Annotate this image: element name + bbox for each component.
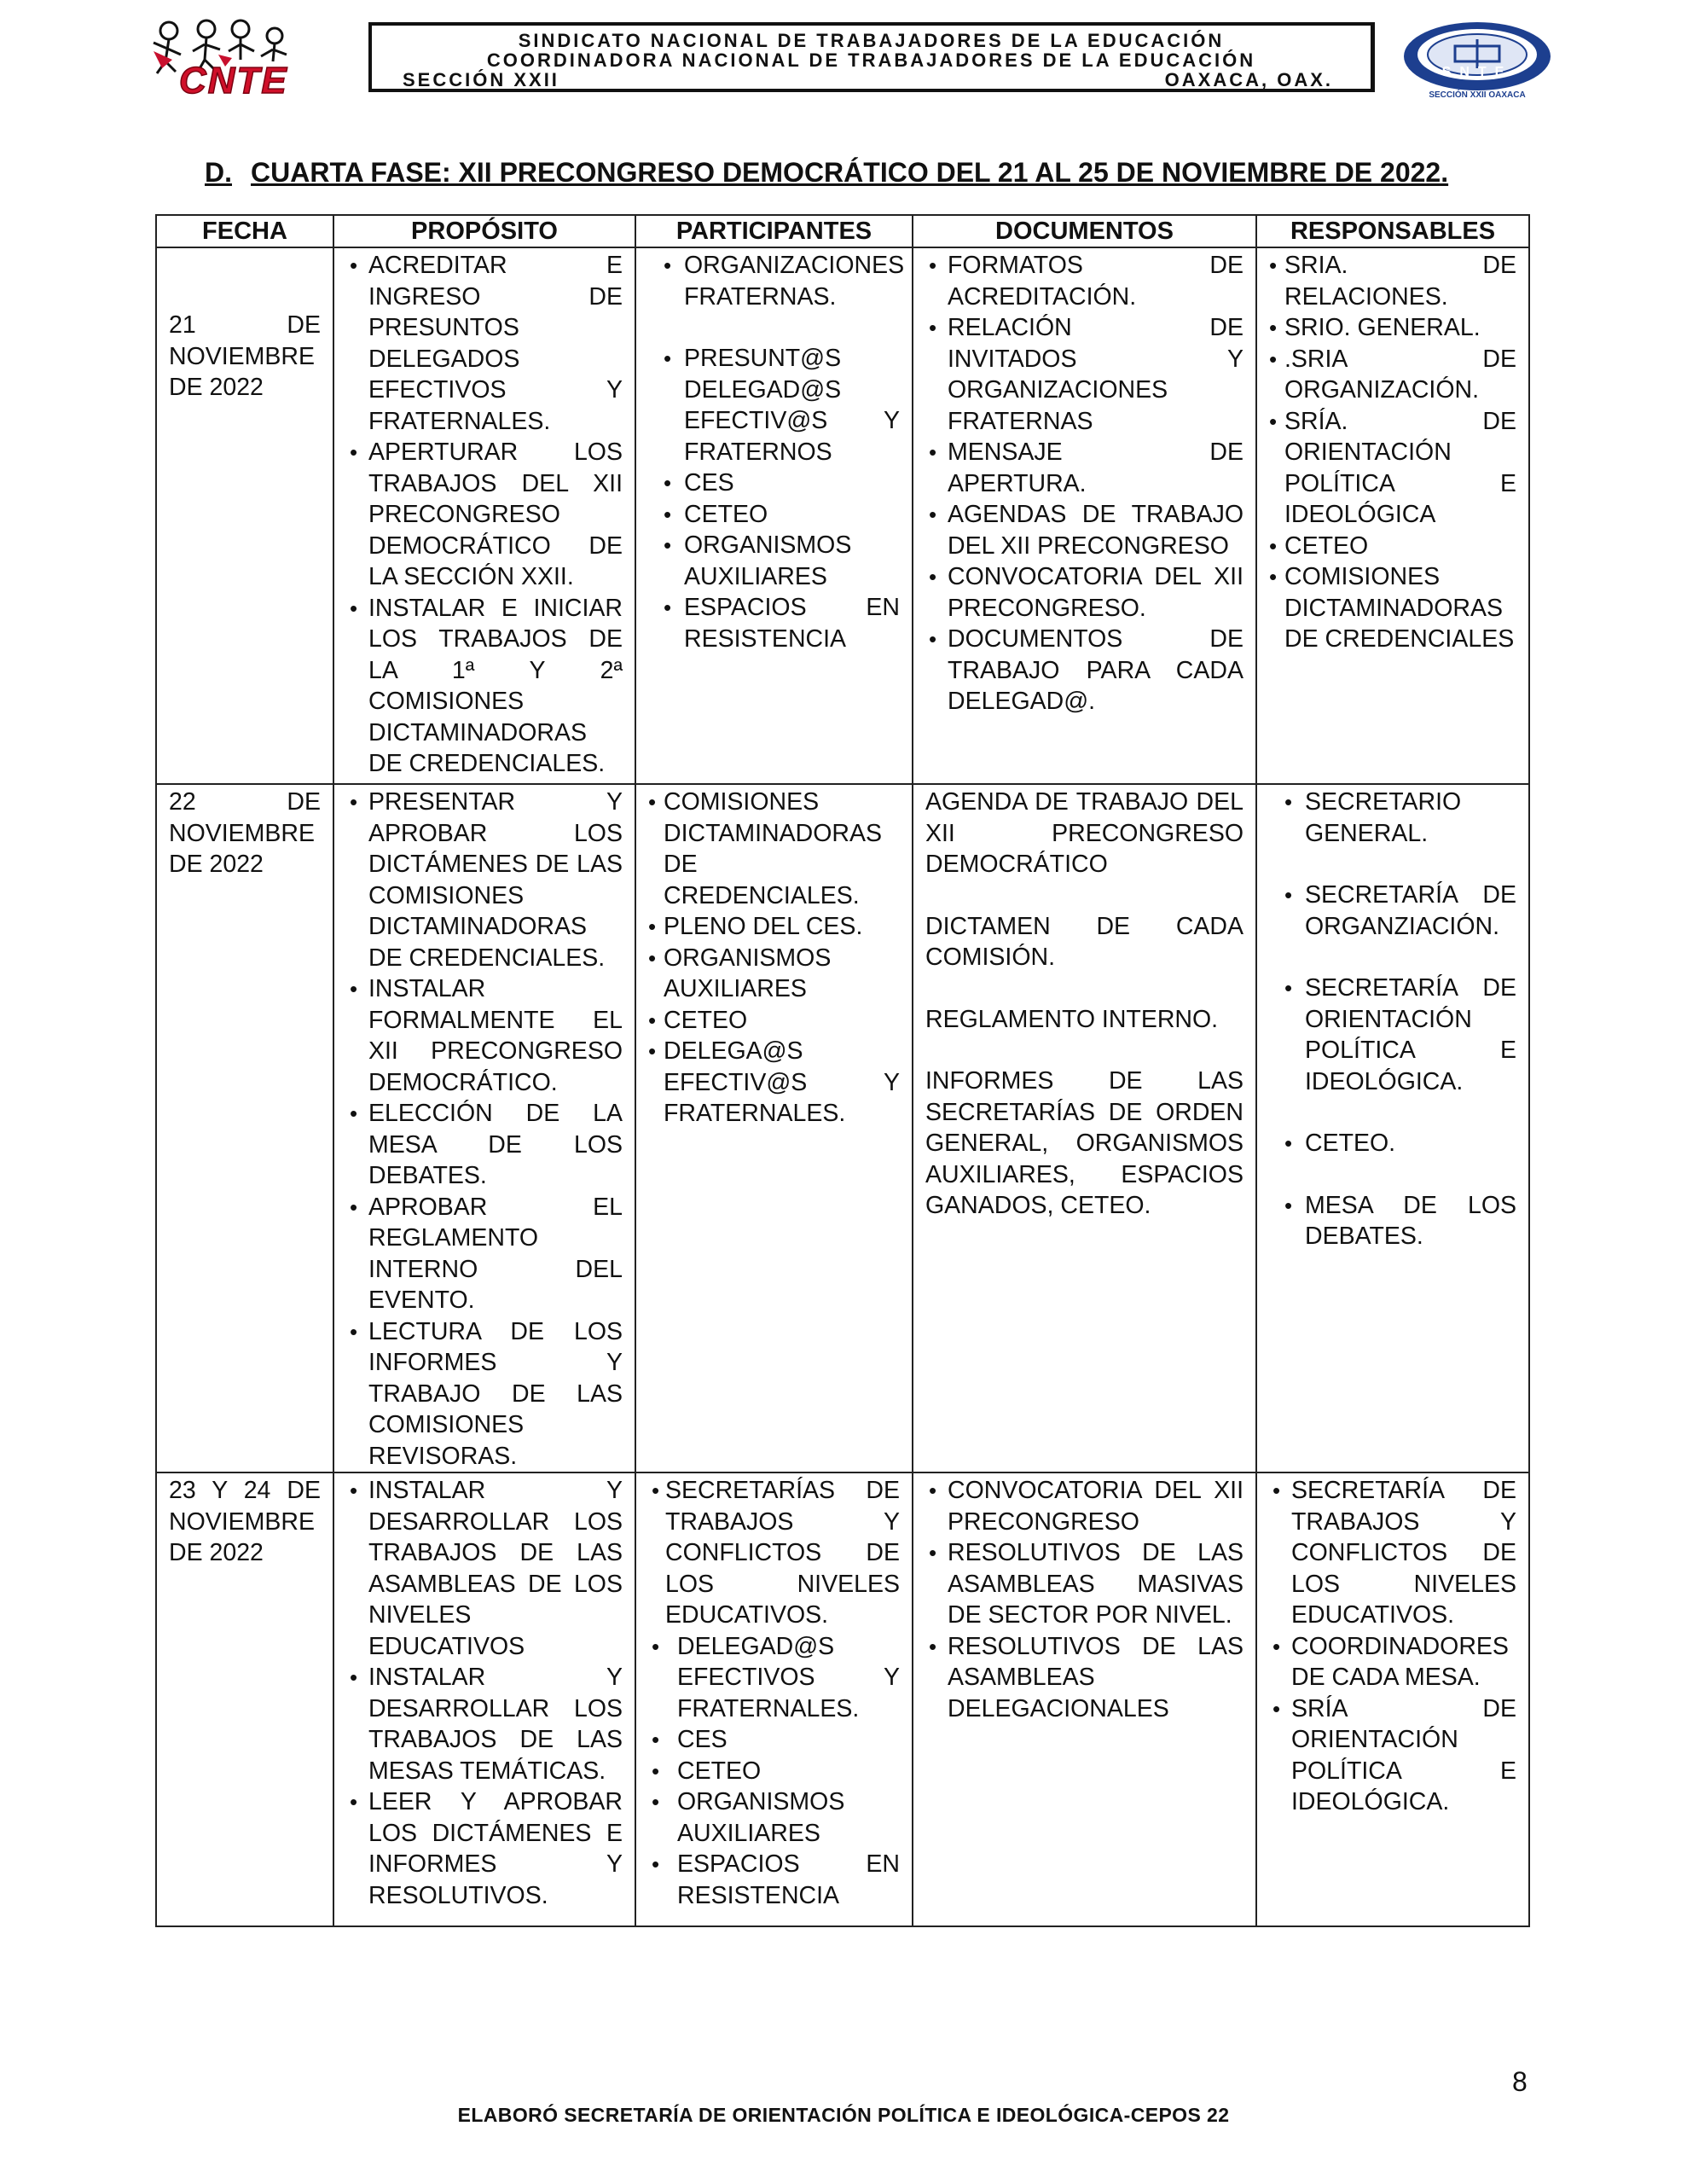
column-header-participantes: PARTICIPANTES (635, 215, 913, 247)
list-item: • PRESENTAR Y APROBAR LOS DICTÁMENES DE LAS COMISIONES DICTAMINADORAS DE CREDENCIALES. (346, 787, 623, 973)
list-item: • COMISIONES DICTAMINADORAS DE CREDENCIALES. (648, 787, 900, 911)
participantes-cell (635, 784, 913, 1472)
list-item: • RESOLUTIVOS DE LAS ASAMBLEAS MASIVAS DE SECTOR POR NIVEL. (925, 1537, 1244, 1631)
list-item: • ESPACIOS EN RESISTENCIA (648, 592, 900, 654)
list-item: • INSTALAR E INICIAR LOS TRABAJOS DE LA 1ª Y 2ª COMISIONES DICTAMINADORAS DE CREDENCIALES. (346, 593, 623, 780)
list-item: • SECRETARÍA DE ORIENTACIÓN POLÍTICA E IDEOLÓGICA. (1269, 973, 1516, 1097)
participantes-cell (635, 247, 913, 784)
list-item: • CONVOCATORIA DEL XII PRECONGRESO. (925, 561, 1244, 624)
table-row (156, 1472, 1529, 1926)
list-item: • CES (648, 1724, 900, 1756)
list-item: • CES (648, 468, 900, 499)
list-item: • ACREDITAR E INGRESO DE PRESUNTOS DELEGADOS EFECTIVOS Y FRATERNALES. (346, 250, 623, 437)
date-text: 23 Y 24 DE NOVIEMBRE DE 2022 (169, 1477, 321, 1566)
section-title: CUARTA FASE: XII PRECONGRESO DEMOCRÁTICO DEL 21 AL 25 DE NOVIEMBRE DE 2022. (251, 157, 1449, 188)
snte-logo-caption: SECCIÓN XXII OAXACA (1429, 90, 1526, 100)
list-item: • COMISIONES DICTAMINADORAS DE CREDENCIALES (1269, 561, 1516, 655)
page-number: 8 (1512, 2066, 1528, 2097)
documentos-cell (913, 1472, 1256, 1926)
section-letter: D. (205, 157, 232, 188)
list-item: • APROBAR EL REGLAMENTO INTERNO DEL EVENTO. (346, 1192, 623, 1316)
footer-credit: ELABORÓ SECRETARÍA DE ORIENTACIÓN POLÍTICA E IDEOLÓGICA-CEPOS 22 (457, 2104, 1230, 2126)
header-line-3 (372, 70, 1371, 90)
list-item: • ESPACIOS EN RESISTENCIA (648, 1849, 900, 1911)
list-item: • DOCUMENTOS DE TRABAJO PARA CADA DELEGAD@. (925, 624, 1244, 717)
responsables-cell (1256, 247, 1529, 784)
list-item: • ELECCIÓN DE LA MESA DE LOS DEBATES. (346, 1098, 623, 1192)
list-item: • SECRETARIO GENERAL. (1269, 787, 1516, 849)
list-item: • INSTALAR FORMALMENTE EL XII PRECONGRESO DEMOCRÁTICO. (346, 973, 623, 1098)
cnte-logo-text: CNTE (179, 60, 288, 102)
schedule-table (155, 214, 1530, 1927)
table-header-row (156, 215, 1529, 247)
column-header-proposito: PROPÓSITO (333, 215, 635, 247)
list-item: • LECTURA DE LOS INFORMES Y TRABAJO DE LAS COMISIONES REVISORAS. (346, 1316, 623, 1472)
list-item: • CETEO (648, 499, 900, 531)
section-heading (205, 157, 1448, 189)
list-item: • MESA DE LOS DEBATES. (1269, 1190, 1516, 1252)
proposito-cell (333, 247, 635, 784)
list-item: • AGENDAS DE TRABAJO DEL XII PRECONGRESO (925, 499, 1244, 561)
table-row (156, 784, 1529, 1472)
list-item: • SRIO. GENERAL. (1269, 312, 1516, 344)
list-item: • APERTURAR LOS TRABAJOS DEL XII PRECONGRESO DEMOCRÁTICO DE LA SECCIÓN XXII. (346, 437, 623, 593)
list-item: • SECRETARÍA DE ORGANZIACIÓN. (1269, 880, 1516, 942)
document-item: AGENDA DE TRABAJO DEL XII PRECONGRESO DEMOCRÁTICO (925, 788, 1244, 878)
list-item: • INSTALAR Y DESARROLLAR LOS TRABAJOS DE LAS ASAMBLEAS DE LOS NIVELES EDUCATIVOS (346, 1475, 623, 1662)
list-item: • INSTALAR Y DESARROLLAR LOS TRABAJOS DE LAS MESAS TEMÁTICAS. (346, 1662, 623, 1786)
list-item: • CONVOCATORIA DEL XII PRECONGRESO (925, 1475, 1244, 1537)
responsables-cell (1256, 1472, 1529, 1926)
list-item: • FORMATOS DE ACREDITACIÓN. (925, 250, 1244, 312)
snte-logo-text: SNTE (1441, 65, 1513, 79)
list-item: • SECRETARÍA DE TRABAJOS Y CONFLICTOS DE LOS NIVELES EDUCATIVOS. (1269, 1475, 1516, 1631)
list-item: • .SRIA DE ORGANIZACIÓN. (1269, 344, 1516, 406)
responsables-cell (1256, 784, 1529, 1472)
document-item: REGLAMENTO INTERNO. (925, 1005, 1219, 1033)
list-item: • RESOLUTIVOS DE LAS ASAMBLEAS DELEGACIONALES (925, 1631, 1244, 1725)
list-item: • SRÍA DE ORIENTACIÓN POLÍTICA E IDEOLÓGICA. (1269, 1693, 1516, 1818)
column-header-fecha: FECHA (156, 215, 333, 247)
snte-seal-icon (1399, 20, 1556, 99)
list-item: • PLENO DEL CES. (648, 911, 900, 943)
date-text: 22 DE NOVIEMBRE DE 2022 (169, 788, 321, 878)
list-item: • ORGANISMOS AUXILIARES (648, 1786, 900, 1849)
fecha-cell (156, 784, 333, 1472)
documentos-cell (913, 247, 1256, 784)
header-section: SECCIÓN XXII (403, 69, 559, 90)
proposito-cell (333, 784, 635, 1472)
document-item: INFORMES DE LAS SECRETARÍAS DE ORDEN GENERAL, ORGANISMOS AUXILIARES, ESPACIOS GANADOS, CETEO. (925, 1067, 1244, 1219)
list-item: • PRESUNT@S DELEGAD@S EFECTIV@S Y FRATERNOS (648, 343, 900, 468)
column-header-responsables: RESPONSABLES (1256, 215, 1529, 247)
list-item: • SECRETARÍAS DE TRABAJOS Y CONFLICTOS DE LOS NIVELES EDUCATIVOS. (648, 1475, 900, 1631)
snte-logo (1399, 20, 1556, 99)
column-header-documentos: DOCUMENTOS (913, 215, 1256, 247)
list-item: • ORGANIZACIONES FRATERNAS. (648, 250, 900, 312)
list-item: • LEER Y APROBAR LOS DICTÁMENES E INFORMES Y RESOLUTIVOS. (346, 1786, 623, 1911)
list-item: • CETEO (648, 1005, 900, 1037)
list-item: • SRÍA. DE ORIENTACIÓN POLÍTICA E IDEOLÓGICA (1269, 406, 1516, 531)
list-item: • SRIA. DE RELACIONES. (1269, 250, 1516, 312)
list-item: • CETEO (648, 1756, 900, 1787)
list-item: • CETEO. (1269, 1128, 1516, 1159)
fecha-cell (156, 1472, 333, 1926)
list-item: • RELACIÓN DE INVITADOS Y ORGANIZACIONES FRATERNAS (925, 312, 1244, 437)
documentos-cell (913, 784, 1256, 1472)
list-item: • ORGANISMOS AUXILIARES (648, 530, 900, 592)
list-item: • MENSAJE DE APERTURA. (925, 437, 1244, 499)
list-item: • COORDINADORES DE CADA MESA. (1269, 1631, 1516, 1693)
header-line-1: SINDICATO NACIONAL DE TRABAJADORES DE LA EDUCACIÓN (518, 30, 1225, 51)
proposito-cell (333, 1472, 635, 1926)
participantes-cell (635, 1472, 913, 1926)
document-item: DICTAMEN DE CADA COMISIÓN. (925, 912, 1244, 971)
fecha-cell (156, 247, 333, 784)
list-item: • CETEO (1269, 531, 1516, 562)
list-item: • DELEGAD@S EFECTIVOS Y FRATERNALES. (648, 1631, 900, 1725)
union-header-box (368, 22, 1375, 92)
table-row (156, 247, 1529, 784)
date-text: 21 DE NOVIEMBRE DE 2022 (169, 311, 321, 401)
list-item: • DELEGA@S EFECTIV@S Y FRATERNALES. (648, 1036, 900, 1130)
list-item: • ORGANISMOS AUXILIARES (648, 943, 900, 1005)
cnte-logo (147, 17, 343, 102)
header-location: OAXACA, OAX. (1164, 69, 1333, 90)
header-line-2: COORDINADORA NACIONAL DE TRABAJADORES DE LA EDUCACIÓN (486, 49, 1256, 71)
